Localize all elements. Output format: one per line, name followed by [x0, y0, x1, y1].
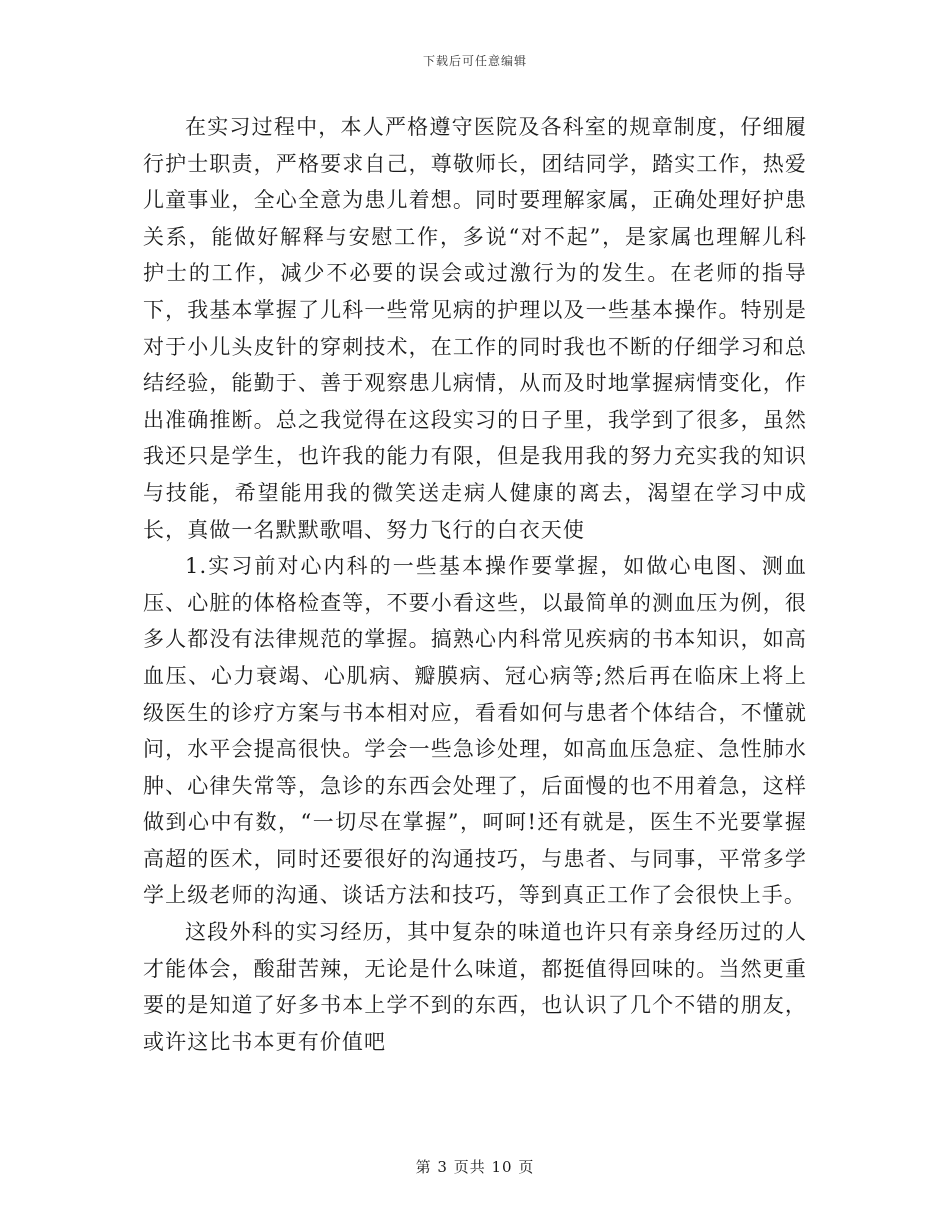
document-body	[143, 109, 807, 1060]
paragraph-pediatrics: 在实习过程中，本人严格遵守医院及各科室的规章制度，仔细履行护士职责，严格要求自己，尊敬师长，团结同学，踏实工作，热爱儿童事业，全心全意为患儿着想。同时要理解家属，正确处理好护患关系，能做好解释与安慰工作，多说“对不起”，是家属也理解儿科护士的工作，减少不必要的误会或过激行为的发生。在老师的指导下，我基本掌握了儿科一些常见病的护理以及一些基本操作。特别是对于小儿头皮针的穿刺技术，在工作的同时我也不断的仔细学习和总结经验，能勤于、善于观察患儿病情，从而及时地掌握病情变化，作出准确推断。总之我觉得在这段实习的日子里，我学到了很多，虽然我还只是学生，也许我的能力有限，但是我用我的努力充实我的知识与技能，希望能用我的微笑送走病人健康的离去，渴望在学习中成长，真做一名默默歌唱、努力飞行的白衣天使	[143, 115, 807, 542]
paragraph-surgery: 这段外科的实习经历，其中复杂的味道也许只有亲身经历过的人才能体会，酸甜苦辣，无论是什么味道，都挺值得回味的。当然更重要的是知道了好多书本上学不到的东西，也认识了几个不错的朋友，或许这比书本更有价值吧	[143, 920, 807, 1054]
paragraph-cardiology: 1.实习前对心内科的一些基本操作要掌握，如做心电图、测血压、心脏的体格检查等，不要小看这些，以最简单的测血压为例，很多人都没有法律规范的掌握。搞熟心内科常见疾病的书本知识，如高血压、心力衰竭、心肌病、瓣膜病、冠心病等;然后再在临床上将上级医生的诊疗方案与书本相对应，看看如何与患者个体结合，不懂就问，水平会提高很快。学会一些急诊处理，如高血压急症、急性肺水肿、心律失常等，急诊的东西会处理了，后面慢的也不用着急，这样做到心中有数，“一切尽在掌握”，呵呵!还有就是，医生不光要掌握高超的医术，同时还要很好的沟通技巧，与患者、与同事，平常多学学上级老师的沟通、谈话方法和技巧，等到真正工作了会很快上手。	[143, 554, 807, 908]
page-header: 下载后可任意编辑	[422, 54, 527, 68]
page-footer: 第 3 页共 10 页	[415, 1158, 535, 1176]
